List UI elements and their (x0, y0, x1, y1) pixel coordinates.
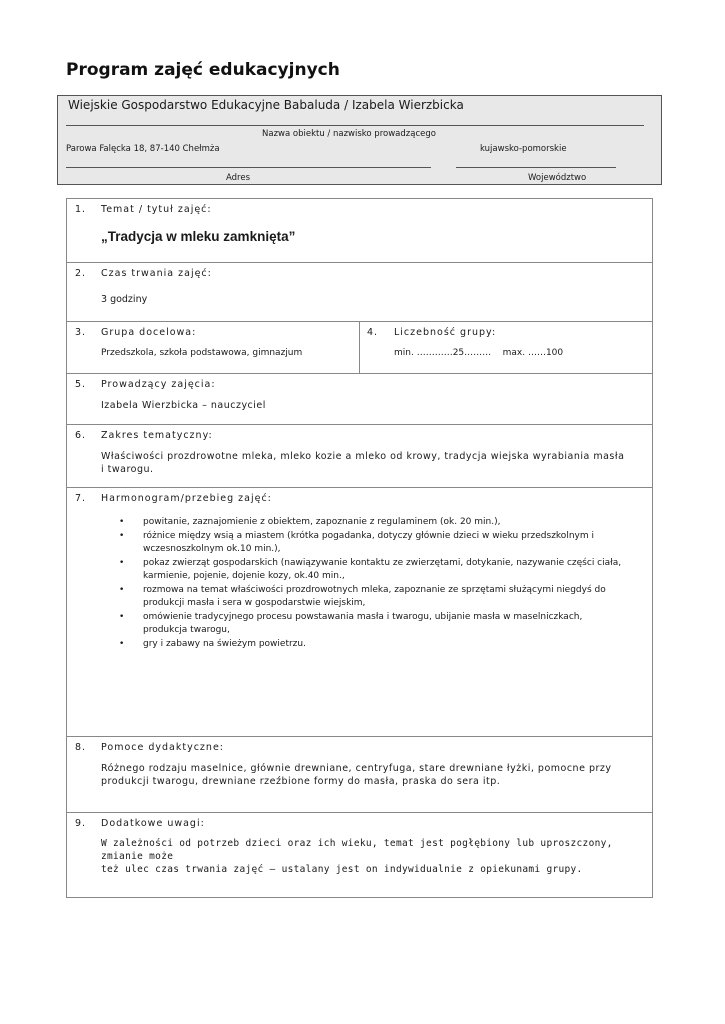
divider (301, 125, 644, 126)
section-label: Pomoce dydaktyczne: (101, 742, 224, 753)
program-form (66, 198, 653, 898)
section-number: 5. (75, 379, 87, 390)
list-item: • omówienie tradycyjnego procesu powstawania masła i twarogu, ubijanie masła w maselniczkach, produkcja twarogu, (119, 611, 583, 635)
bullet: • (119, 584, 125, 595)
list-item: • gry i zabawy na świeżym powietrzu. (101, 638, 646, 652)
list-item: • rozmowa na temat właściwości prozdrowotnych mleka, zapoznanie ze sprzętami służącymi niegdyś do produkcji masła i sera w gospodarstwie wiejskim, (119, 584, 606, 608)
target-group-value: Przedszkola, szkoła podstawowa, gimnazjum (101, 348, 303, 358)
max-value: 100 (545, 348, 564, 358)
column-divider (359, 322, 360, 373)
section-label: Dodatkowe uwagi: (101, 818, 205, 829)
section-instructor (67, 374, 652, 425)
list-item: • pokaz zwierząt gospodarskich (nawiązywanie kontaktu ze zwierzętami, dotykanie, nazywanie części ciała, karmienie, pojenie, dojenie kozy, ok.40 min., (119, 557, 622, 581)
section-scope (67, 425, 652, 488)
section-label: Liczebność grupy: (394, 327, 497, 338)
section-label: Prowadzący zajęcia: (101, 379, 216, 390)
remarks-value (101, 837, 652, 876)
list-item: • powitanie, zaznajomienie z obiektem, zapoznanie z regulaminem (ok. 20 min.), (101, 516, 646, 530)
remarks-line: też ulec czas trwania zajęć – ustalany jest on indywidualnie z opiekunami grupy. (101, 864, 583, 875)
bullet: • (119, 611, 125, 622)
page-title: Program zajęć edukacyjnych (66, 60, 340, 80)
address-caption: Adres (226, 173, 251, 183)
list-item: • różnice między wsią a miastem (krótka pogadanka, dotyczy głównie dzieci w wieku przedszkolnym i wczesnoszkolnym ok.10 min.), (119, 530, 594, 554)
section-topic (67, 199, 652, 263)
bullet: • (119, 557, 125, 568)
section-number: 1. (75, 204, 87, 215)
aids-line: produkcji twarogu, drewniane rzeźbione formy do masła, praska do sera itp. (101, 776, 501, 787)
teaching-aids-value (101, 762, 612, 788)
bullet: • (119, 517, 125, 527)
section-number: 4. (367, 327, 379, 338)
facility-caption: Nazwa obiektu / nazwisko prowadzącego (262, 129, 436, 139)
section-number: 7. (75, 493, 87, 504)
section-number: 8. (75, 742, 87, 753)
schedule-list (101, 516, 646, 651)
scope-value (101, 450, 624, 476)
max-label: max. …… (502, 348, 546, 358)
section-number: 9. (75, 818, 87, 829)
divider (66, 125, 301, 126)
instructor-value: Izabela Wierzbicka – nauczyciel (101, 400, 266, 411)
min-value: 25……… (452, 348, 492, 358)
section-label: Zakres tematyczny: (101, 430, 213, 441)
section-schedule (67, 488, 652, 737)
topic-value: „Tradycja w mleku zamknięta” (101, 229, 296, 244)
section-number: 3. (75, 327, 87, 338)
facility-header-box (57, 95, 662, 185)
group-size-value (394, 347, 563, 360)
bullet: • (119, 638, 125, 649)
scope-line: Właściwości prozdrowotne mleka, mleko kozie a mleko od krowy, tradycja wiejska wyrabiania masła (101, 451, 625, 462)
section-number: 6. (75, 430, 87, 441)
province-caption: Województwo (528, 173, 587, 183)
section-number: 2. (75, 268, 87, 279)
section-label: Temat / tytuł zajęć: (101, 204, 212, 215)
bullet: • (119, 530, 125, 541)
section-group (67, 322, 652, 374)
facility-name: Wiejskie Gospodarstwo Edukacyjne Babaluda / Izabela Wierzbicka (68, 98, 464, 112)
scope-line: i twarogu. (101, 464, 154, 475)
province-value: kujawsko-pomorskie (480, 144, 567, 154)
duration-value: 3 godziny (101, 294, 148, 305)
aids-line: Różnego rodzaju maselnice, głównie drewniane, centryfuga, stare drewniane łyżki, pomocne przy (101, 763, 612, 774)
divider (456, 167, 616, 168)
section-label: Harmonogram/przebieg zajęć: (101, 493, 272, 504)
section-label: Czas trwania zajęć: (101, 268, 212, 279)
address-value: Parowa Falęcka 18, 87-140 Chełmża (66, 144, 220, 154)
remarks-line: W zależności od potrzeb dzieci oraz ich wieku, temat jest pogłębiony lub uproszczony, zmianie może (101, 838, 613, 862)
min-label: min. ………… (394, 348, 453, 358)
divider (66, 167, 431, 168)
section-label: Grupa docelowa: (101, 327, 197, 338)
section-remarks (67, 813, 652, 897)
section-teaching-aids (67, 737, 652, 813)
section-duration (67, 263, 652, 322)
